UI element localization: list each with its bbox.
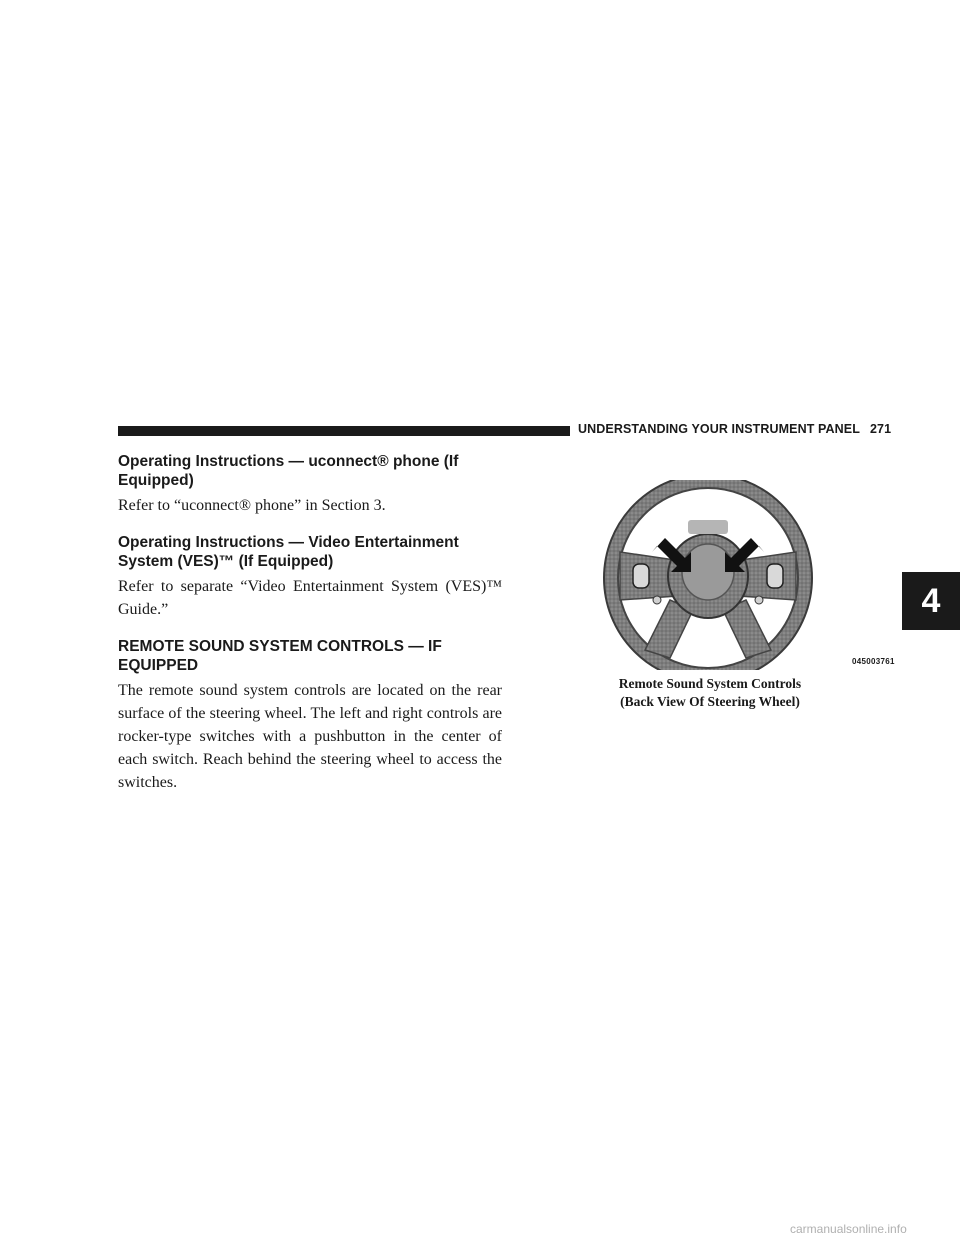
paragraph-remote-sound: The remote sound system controls are located on the rear surface of the steering wheel. The left and right controls are rocker-type switches with a pushbutton in the center of each switch. Reach behind the steering wheel to access the switches. bbox=[118, 682, 502, 791]
section-title: UNDERSTANDING YOUR INSTRUMENT PANEL bbox=[578, 422, 860, 436]
caption-line-2: (Back View Of Steering Wheel) bbox=[620, 694, 800, 709]
caption-line-1: Remote Sound System Controls bbox=[618, 676, 802, 691]
paragraph-ves: Refer to separate “Video Entertainment System (VES)™ Guide.” bbox=[118, 578, 502, 618]
main-content bbox=[118, 452, 502, 794]
figure-caption bbox=[590, 675, 830, 711]
heading-remote-sound: REMOTE SOUND SYSTEM CONTROLS — IF EQUIPPED bbox=[118, 638, 442, 674]
steering-wheel-icon bbox=[575, 480, 895, 670]
running-header bbox=[578, 422, 891, 436]
heading-ves: Operating Instructions — Video Entertainment System (VES)™ (If Equipped) bbox=[118, 534, 459, 570]
paragraph-uconnect: Refer to “uconnect® phone” in Section 3. bbox=[118, 497, 386, 514]
watermark: carmanualsonline.info bbox=[790, 1222, 907, 1236]
heading-uconnect: Operating Instructions — uconnect® phone (If Equipped) bbox=[118, 453, 459, 489]
page-number: 271 bbox=[869, 422, 892, 436]
header-rule bbox=[118, 426, 570, 436]
figure-id: 045003761 bbox=[852, 657, 895, 666]
chapter-tab: 4 bbox=[902, 572, 960, 630]
steering-wheel-figure bbox=[575, 480, 895, 670]
